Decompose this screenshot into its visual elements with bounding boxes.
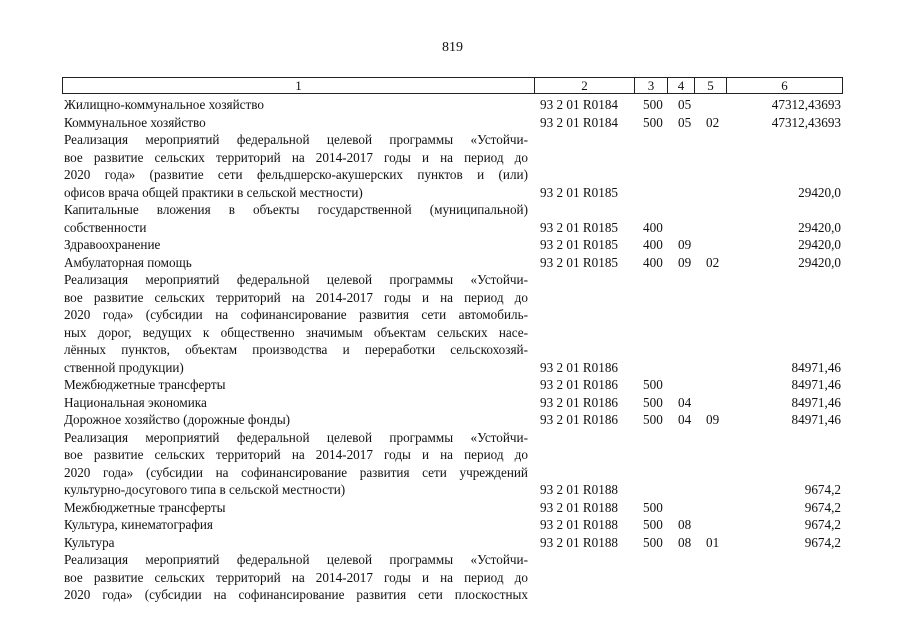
cell-c6: 9674,2	[804, 517, 841, 532]
cell-c1: Межбюджетные трансферты	[64, 499, 226, 515]
table-row	[0, 131, 905, 148]
cell-c1: ных дорог, ведущих к общественно значимым объектам сельских насе-	[64, 324, 528, 340]
table-row	[0, 429, 905, 446]
cell-c5: 09	[706, 412, 720, 427]
cell-c2: 93 2 01 R0188	[540, 534, 619, 550]
table-row	[0, 394, 905, 411]
cell-c4: 08	[678, 534, 692, 550]
cell-c3: 500	[643, 97, 663, 112]
cell-c1: 2020 года» (развитие сети фельдшерско-акушерских пунктов и (или)	[64, 167, 528, 182]
cell-c5: 01	[706, 534, 720, 550]
cell-c1: вое развитие сельских территорий на 2014-2017 годы и на период до	[64, 149, 528, 165]
cell-c3: 500	[643, 377, 663, 392]
cell-c1: вое развитие сельских территорий на 2014-2017 годы и на период до	[64, 289, 528, 305]
table-row	[0, 481, 905, 498]
cell-c2: 93 2 01 R0186	[540, 394, 619, 410]
cell-c6: 84971,46	[791, 359, 841, 375]
table-row	[0, 166, 905, 183]
cell-c1: культурно-досугового типа в сельской местности)	[64, 482, 346, 497]
table-row	[0, 446, 905, 463]
cell-c2: 93 2 01 R0185	[540, 254, 619, 270]
cell-c1: Коммунальное хозяйство	[64, 114, 206, 130]
cell-c3: 500	[643, 394, 663, 410]
cell-c6: 9674,2	[804, 534, 841, 550]
cell-c1: Здравоохранение	[64, 237, 161, 252]
cell-c1: Реализация мероприятий федеральной целевой программы «Устойчи-	[64, 272, 528, 287]
cell-c2: 93 2 01 R0184	[540, 97, 619, 112]
cell-c2: 93 2 01 R0186	[540, 377, 619, 392]
table-row	[0, 534, 905, 551]
cell-c5: 02	[706, 254, 720, 270]
cell-c1: вое развитие сельских территорий на 2014-2017 годы и на период до	[64, 447, 528, 462]
header-cell-5: 5	[694, 77, 727, 94]
table-row	[0, 324, 905, 341]
cell-c1: Реализация мероприятий федеральной целевой программы «Устойчи-	[64, 429, 528, 445]
cell-c5: 02	[706, 114, 720, 130]
cell-c1: офисов врача общей практики в сельской местности)	[64, 184, 363, 200]
cell-c3: 400	[643, 254, 663, 270]
table-row	[0, 184, 905, 201]
header-cell-1: 1	[62, 77, 535, 94]
cell-c2: 93 2 01 R0184	[540, 114, 619, 130]
header-cell-4: 4	[667, 77, 695, 94]
cell-c1: Реализация мероприятий федеральной целевой программы «Устойчи-	[64, 552, 528, 567]
cell-c4: 08	[678, 517, 692, 532]
cell-c3: 500	[643, 499, 663, 515]
cell-c2: 93 2 01 R0186	[540, 359, 619, 375]
cell-c1: ственной продукции)	[64, 359, 184, 375]
table-row	[0, 254, 905, 271]
table-row	[0, 376, 905, 393]
cell-c6: 47312,43693	[771, 114, 841, 130]
table-row	[0, 219, 905, 236]
cell-c4: 05	[678, 97, 692, 112]
table-row	[0, 411, 905, 428]
table-row	[0, 341, 905, 358]
cell-c6: 29420,0	[798, 219, 841, 235]
table-row	[0, 149, 905, 166]
cell-c4: 09	[678, 254, 692, 270]
cell-c1: 2020 года» (субсидии на софинансирование развития сети автомобиль-	[64, 307, 528, 322]
cell-c6: 47312,43693	[771, 97, 841, 112]
cell-c4: 05	[678, 114, 692, 130]
table-row	[0, 464, 905, 481]
cell-c6: 9674,2	[804, 499, 841, 515]
table-row	[0, 499, 905, 516]
cell-c2: 93 2 01 R0185	[540, 237, 619, 252]
table-row	[0, 289, 905, 306]
cell-c4: 09	[678, 237, 692, 252]
header-cell-3: 3	[634, 77, 668, 94]
cell-c4: 04	[678, 412, 692, 427]
cell-c6: 29420,0	[798, 237, 841, 252]
page-number: 819	[442, 40, 463, 55]
cell-c6: 84971,46	[791, 394, 841, 410]
table-row	[0, 516, 905, 533]
cell-c1: Культура, кинематография	[64, 517, 213, 532]
cell-c4: 04	[678, 394, 692, 410]
cell-c6: 84971,46	[791, 412, 841, 427]
table-row	[0, 306, 905, 323]
cell-c1: 2020 года» (субсидии на софинансирование развития сети плоскостных	[64, 587, 528, 602]
cell-c1: собственности	[64, 219, 147, 235]
cell-c2: 93 2 01 R0188	[540, 517, 619, 532]
cell-c1: Национальная экономика	[64, 394, 207, 410]
header-cell-2: 2	[534, 77, 635, 94]
cell-c2: 93 2 01 R0185	[540, 184, 619, 200]
cell-c1: Межбюджетные трансферты	[64, 377, 226, 392]
cell-c1: Капитальные вложения в объекты государственной (муниципальной)	[64, 202, 528, 217]
cell-c6: 29420,0	[798, 184, 841, 200]
cell-c1: лённых пунктов, объектам производства и переработки сельскохозяй-	[64, 342, 528, 357]
cell-c2: 93 2 01 R0185	[540, 219, 619, 235]
cell-c1: Культура	[64, 534, 115, 550]
cell-c6: 29420,0	[798, 254, 841, 270]
header-cell-6: 6	[726, 77, 843, 94]
cell-c2: 93 2 01 R0188	[540, 482, 619, 497]
table-row	[0, 236, 905, 253]
table-row	[0, 551, 905, 568]
cell-c1: Дорожное хозяйство (дорожные фонды)	[64, 412, 291, 427]
cell-c1: Амбулаторная помощь	[64, 254, 192, 270]
cell-c6: 84971,46	[791, 377, 841, 392]
cell-c2: 93 2 01 R0186	[540, 412, 619, 427]
table-row	[0, 96, 905, 113]
cell-c3: 400	[643, 219, 663, 235]
cell-c3: 500	[643, 114, 663, 130]
cell-c1: Жилищно-коммунальное хозяйство	[64, 97, 265, 112]
cell-c3: 400	[643, 237, 663, 252]
cell-c2: 93 2 01 R0188	[540, 499, 619, 515]
cell-c1: Реализация мероприятий федеральной целевой программы «Устойчи-	[64, 132, 528, 147]
cell-c3: 500	[643, 517, 663, 532]
table-row	[0, 569, 905, 586]
table-row	[0, 201, 905, 218]
table-row	[0, 271, 905, 288]
cell-c6: 9674,2	[804, 482, 841, 497]
table-row	[0, 586, 905, 603]
cell-c3: 500	[643, 534, 663, 550]
table-row	[0, 359, 905, 376]
cell-c1: 2020 года» (субсидии на софинансирование развития сети учреждений	[64, 464, 528, 480]
cell-c3: 500	[643, 412, 663, 427]
cell-c1: вое развитие сельских территорий на 2014-2017 годы и на период до	[64, 569, 528, 585]
table-row	[0, 114, 905, 131]
